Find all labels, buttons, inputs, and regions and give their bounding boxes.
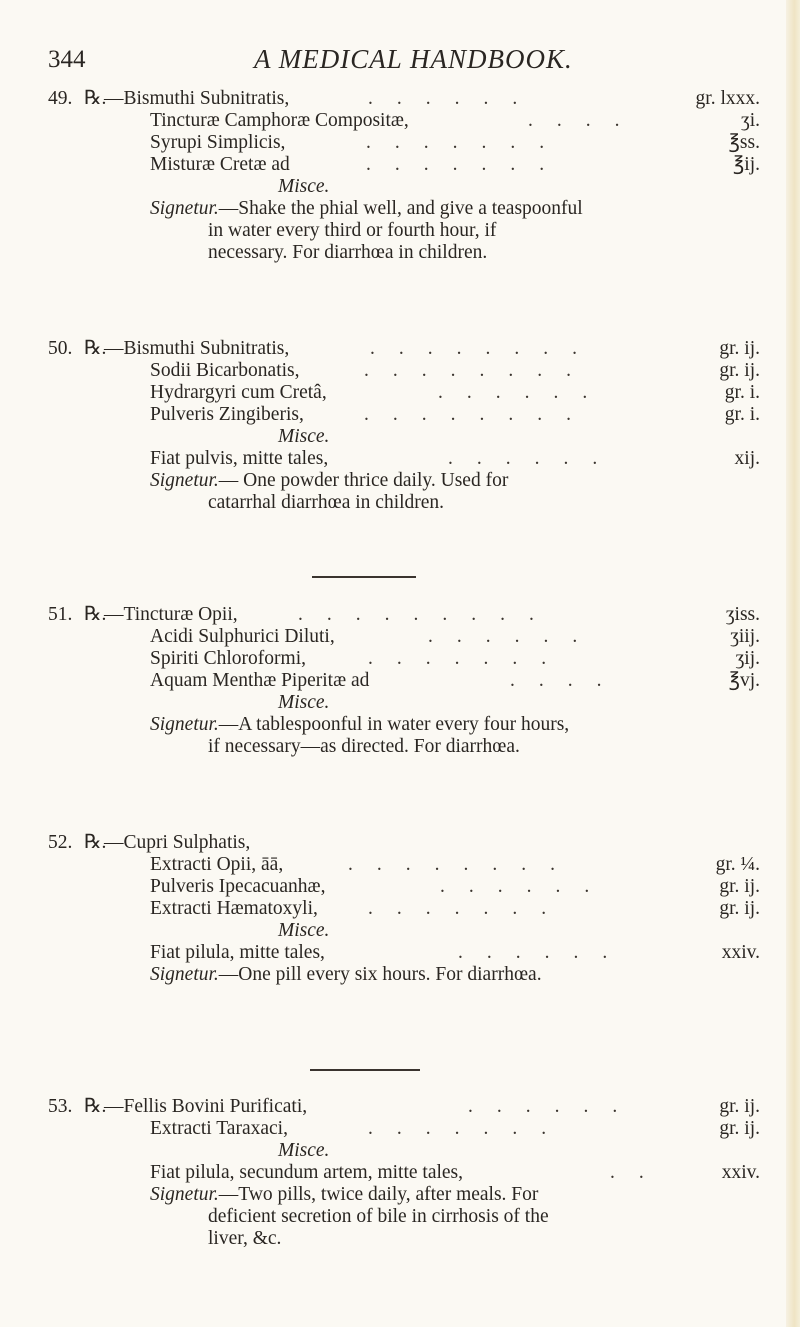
ingredient-name: Syrupi Simplicis, [150,132,286,153]
divider [310,1069,420,1071]
recipe-symbol: ℞. [84,338,107,359]
recipe-number: 53. [48,1096,73,1117]
ingredient-dose: ʒij. [735,648,760,669]
ingredient-row: 51. ℞. —Tincturæ Opii, ......... ʒiss. [48,604,760,625]
misce-line: Misce. [278,426,330,447]
misce-line: Misce. [278,920,330,941]
ingredient-dose: gr. ij. [719,1118,760,1139]
signetur: Signetur.— One powder thrice daily. Used for catarrhal diarrhœa in children. [150,470,509,513]
recipe-symbol: ℞. [84,604,107,625]
recipe-53 [48,1096,760,1250]
page-number: 344 [48,46,86,73]
ingredient-dose: ℥ij. [733,154,760,175]
ingredient-dose: gr. ij. [719,1096,760,1117]
ingredient-dose: gr. ij. [719,898,760,919]
ingredient-name: —Fellis Bovini Purificati, [104,1096,308,1117]
ingredient-name: Spiriti Chloroformi, [150,648,306,669]
misce-line: Misce. [278,176,330,197]
ingredient-dose: gr. ij. [719,338,760,359]
ingredient-name: Sodii Bicarbonatis, [150,360,300,381]
ingredient-name: —Tincturæ Opii, [104,604,238,625]
page-header [48,44,760,84]
fiat-line: Fiat pulvis, mitte tales, ...... xij. [150,448,760,469]
recipe-number: 51. [48,604,73,625]
ingredient-dose: gr. lxxx. [695,88,760,109]
signetur: Signetur.—A tablespoonful in water every four hours, if necessary—as directed. For diarrhœa. [150,714,570,757]
fiat-line: Fiat pilula, mitte tales, ...... xxiv. [150,942,760,963]
ingredient-dose: gr. i. [724,404,760,425]
recipe-number: 49. [48,88,73,109]
ingredient-name: —Bismuthi Subnitratis, [104,338,290,359]
ingredient-name: Tincturæ Camphoræ Compositæ, [150,110,409,131]
ingredient-name: Aquam Menthæ Piperitæ ad [150,670,370,691]
ingredient-row: Hydrargyri cum Cretâ, ...... gr. i. [150,382,760,403]
ingredient-name: —Cupri Sulphatis, [104,832,251,853]
ingredient-name: Pulveris Ipecacuanhæ, [150,876,326,897]
ingredient-dose: gr. ij. [719,360,760,381]
misce-line: Misce. [278,692,330,713]
ingredient-name: Extracti Opii, āā, [150,854,284,875]
ingredient-name: —Bismuthi Subnitratis, [104,88,290,109]
ingredient-row: Sodii Bicarbonatis, ........ gr. ij. [150,360,760,381]
ingredient-row: Pulveris Zingiberis, ........ gr. i. [150,404,760,425]
ingredient-name: Acidi Sulphurici Diluti, [150,626,335,647]
ingredient-row [48,832,760,854]
signetur: Signetur.—Shake the phial well, and give a teaspoonful in water every third or fourth hour, if necessary. For diarrhœa in children. [150,198,583,263]
ingredient-dose: ℥vj. [728,670,760,691]
recipe-52 [48,832,760,986]
ingredient-row: Extracti Taraxaci, ....... gr. ij. [150,1118,760,1139]
recipe-number: 52. [48,832,73,853]
ingredient-dose: ʒi. [741,110,760,131]
recipe-symbol: ℞. [84,88,107,109]
misce-line: Misce. [278,1140,330,1161]
ingredient-row: 49. ℞. —Bismuthi Subnitratis, ...... gr. lxxx. [48,88,760,109]
ingredient-row: 53. ℞. —Fellis Bovini Purificati, ...... gr. ij. [48,1096,760,1117]
ingredient-name: Hydrargyri cum Cretâ, [150,382,327,403]
ingredient-name: Extracti Hæmatoxyli, [150,898,318,919]
ingredient-dose: gr. ¼. [715,854,760,875]
ingredient-dose: ʒiss. [725,604,760,625]
ingredient-name: Misturæ Cretæ ad [150,154,290,175]
recipe-symbol: ℞. [84,832,107,853]
signetur: Signetur.—Two pills, twice daily, after meals. For deficient secretion of bile in cirrhosis of the liver, &c. [150,1184,549,1249]
recipe-49 [48,88,760,264]
ingredient-row: Extracti Opii, āā, ........ gr. ¼. [150,854,760,875]
recipe-number: 50. [48,338,73,359]
ingredient-row: Pulveris Ipecacuanhæ, ...... gr. ij. [150,876,760,897]
ingredient-row: Acidi Sulphurici Diluti, ...... ʒiij. [150,626,760,647]
ingredient-row: Spiriti Chloroformi, ....... ʒij. [150,648,760,669]
ingredient-row: Tincturæ Camphoræ Compositæ, .... ʒi. [150,110,760,131]
running-title: A MEDICAL HANDBOOK. [254,44,573,74]
ingredient-dose: gr. i. [724,382,760,403]
ingredient-row: Misturæ Cretæ ad ....... ℥ij. [150,154,760,175]
ingredient-dose: ʒiij. [730,626,760,647]
divider [312,576,416,578]
recipe-symbol: ℞. [84,1096,107,1117]
recipe-51 [48,604,760,758]
recipe-50 [48,338,760,514]
fiat-line: Fiat pilula, secundum artem, mitte tales, .. xxiv. [150,1162,760,1183]
ingredient-row: Syrupi Simplicis, ....... ℥ss. [150,132,760,153]
page-edge [786,0,800,1327]
ingredient-row: 50. ℞. —Bismuthi Subnitratis, ........ gr. ij. [48,338,760,359]
ingredient-dose: gr. ij. [719,876,760,897]
ingredient-row: Aquam Menthæ Piperitæ ad .... ℥vj. [150,670,760,691]
ingredient-row: Extracti Hæmatoxyli, ....... gr. ij. [150,898,760,919]
ingredient-name: Extracti Taraxaci, [150,1118,288,1139]
ingredient-name: Pulveris Zingiberis, [150,404,304,425]
ingredient-dose: ℥ss. [728,132,760,153]
signetur: Signetur.—One pill every six hours. For diarrhœa. [150,964,542,985]
